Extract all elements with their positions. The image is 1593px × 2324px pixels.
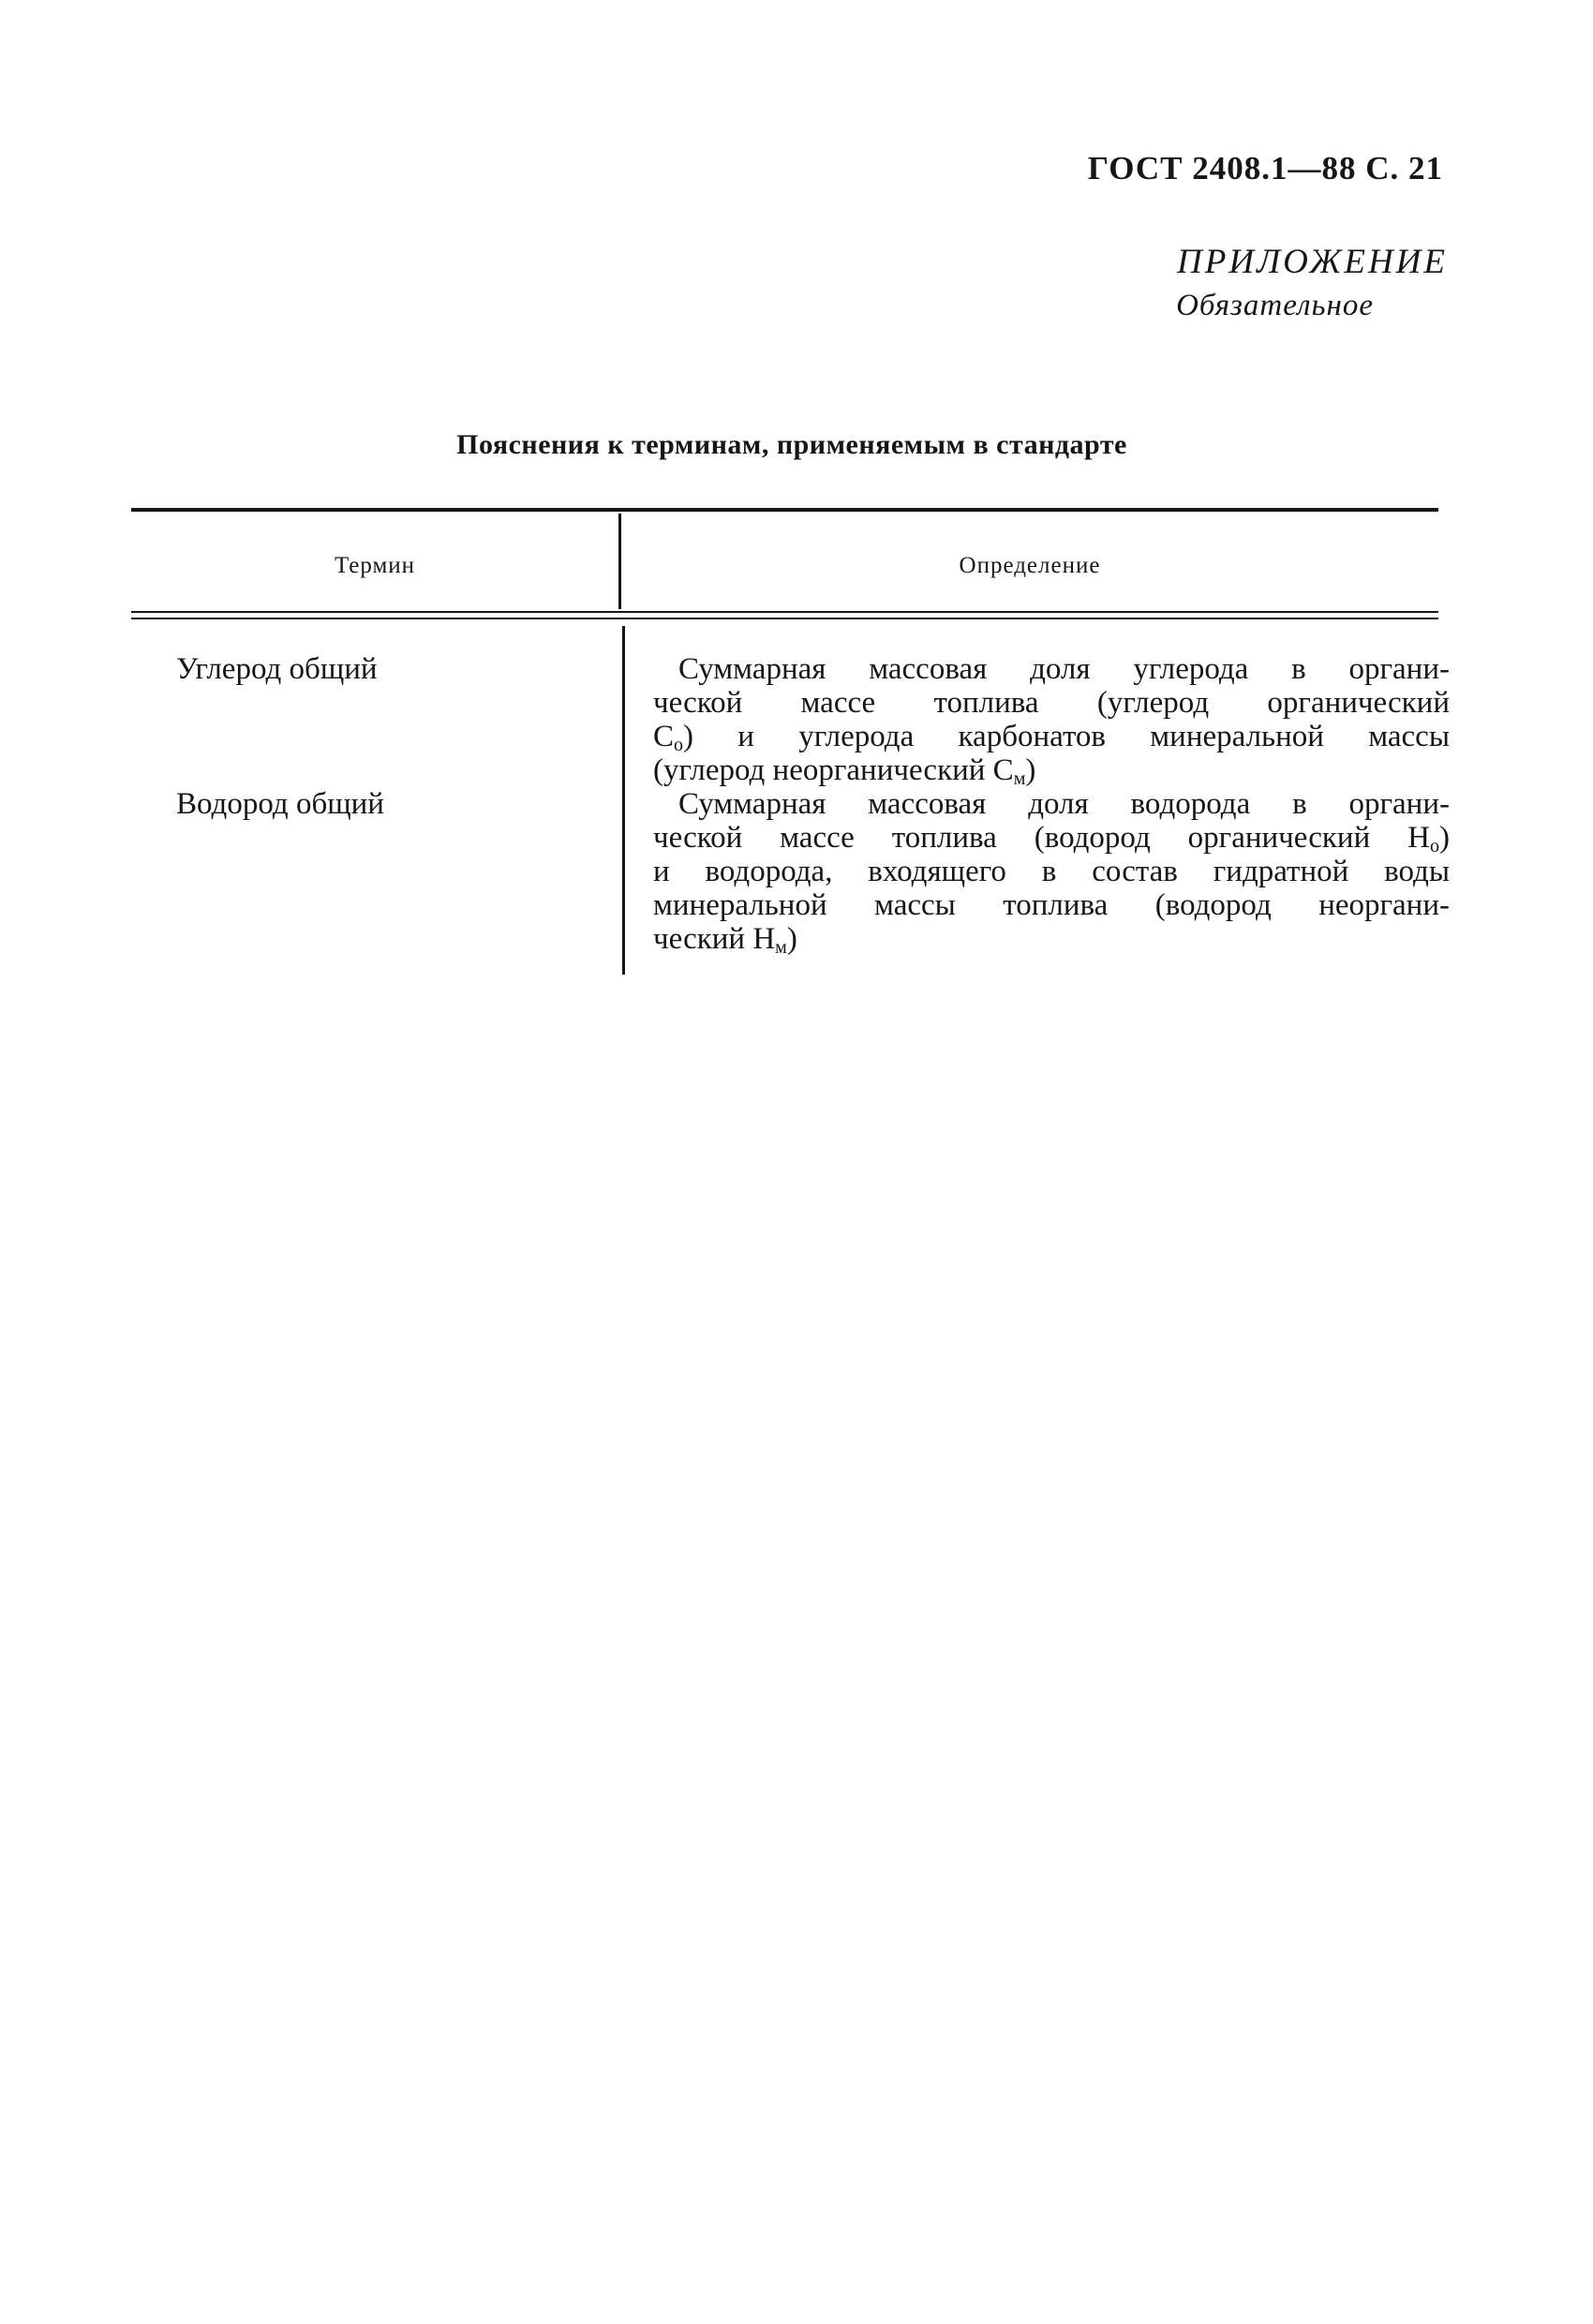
definition-text: ческой массе топлива (водород органический H [653,821,1430,855]
definition-hydrogen-total [653,787,1450,956]
table-header-rule-lower [131,618,1438,619]
table-body-divider [622,626,625,975]
definition-line: и водорода, входящего в состав гидратной воды [653,855,1450,888]
definition-line [653,922,1450,956]
definition-line: Суммарная массовая доля углерода в органи- [678,652,1450,686]
definition-carbon-total [653,652,1450,787]
table-title: Пояснения к терминам, применяемым в стандарте [456,429,1127,460]
table-header-divider [618,514,621,609]
column-header-definition: Определение [959,553,1101,578]
definition-line [653,720,1450,753]
definition-text: ческий H [653,922,776,956]
subscript-organic: о [1430,836,1439,857]
definition-line: минеральной массы топлива (водород неоргани- [653,888,1450,922]
appendix-label: ПРИЛОЖЕНИЕ [1177,243,1448,281]
subscript-mineral: м [1013,768,1026,789]
subscript-organic: о [674,735,684,755]
appendix-sublabel: Обязательное [1176,289,1374,322]
definition-text: ) и углерода карбонатов минеральной массы [683,720,1450,753]
term-hydrogen-total: Водород общий [176,787,384,821]
definition-text: (углерод неорганический C [653,753,1014,787]
definition-line: ческой массе топлива (углерод органический [653,686,1450,720]
page-header: ГОСТ 2408.1—88 С. 21 [1087,150,1443,186]
column-header-term: Термин [334,553,416,578]
definition-line [653,753,1450,787]
definition-line: Суммарная массовая доля водорода в органи- [678,787,1450,821]
definition-text: ) [1439,821,1450,855]
term-carbon-total: Углерод общий [176,652,378,686]
symbol-carbon: C [653,720,675,753]
definition-text: ) [1025,753,1036,787]
definition-text: ) [786,922,797,956]
definition-line [653,821,1450,855]
table-top-rule [131,508,1438,512]
subscript-mineral: м [775,937,787,958]
table-header-rule-upper [131,611,1438,613]
